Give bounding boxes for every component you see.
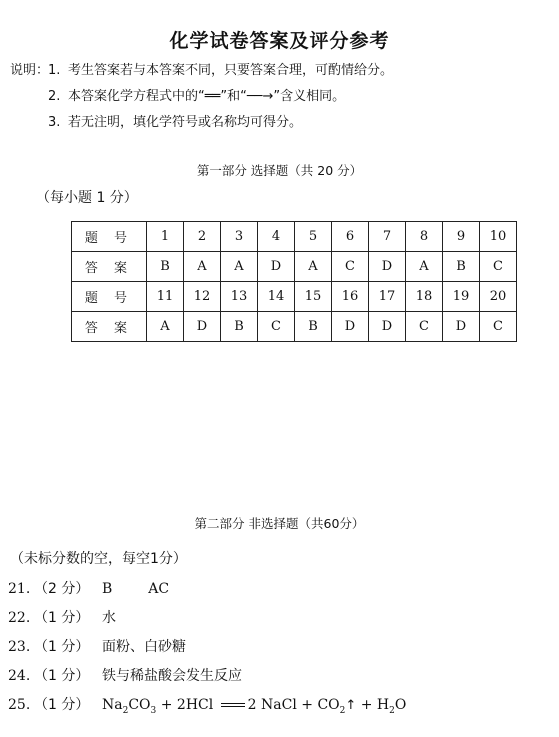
- table-cell: 16: [332, 282, 369, 312]
- gas-arrow-icon: ↑: [345, 698, 357, 713]
- unmarked-note: （未标分数的空，每空1分）: [10, 551, 187, 567]
- table-cell: A: [184, 252, 221, 282]
- table-cell: 9: [443, 222, 480, 252]
- list-item: 25. （1 分） $Na_2CO_3 + 2HCl$ 2 NaCl + $CO_2↑ + H_2O$: [8, 697, 407, 716]
- table-cell: 10: [480, 222, 517, 252]
- table-cell: 18: [406, 282, 443, 312]
- table-row: [72, 312, 517, 342]
- list-item: 23. （1 分） 面粉、白砂糖: [8, 639, 186, 655]
- table-cell: 15: [295, 282, 332, 312]
- table-cell: 13: [221, 282, 258, 312]
- table-cell: A: [221, 252, 258, 282]
- row-header: 答 案: [72, 252, 147, 282]
- table-row: [72, 282, 517, 312]
- table-cell: D: [443, 312, 480, 342]
- table-cell: 19: [443, 282, 480, 312]
- equals-sign-icon: [221, 703, 245, 707]
- list-item: 22. （1 分） 水: [8, 610, 116, 626]
- chemical-equation: $Na_2CO_3 + 2HCl$ 2 NaCl + $CO_2↑ + H_2O$: [102, 697, 407, 716]
- table-cell: 6: [332, 222, 369, 252]
- instruction-item: 说明：1. 考生答案若与本答案不同，只要答案合理，可酌情给分。: [10, 63, 394, 78]
- per-question-note: （每小题 1 分）: [36, 190, 138, 206]
- table-cell: C: [258, 312, 295, 342]
- part2-heading: 第二部分 非选择题（共60分）: [194, 516, 365, 531]
- instructions: [10, 62, 393, 140]
- table-cell: A: [295, 252, 332, 282]
- answer-list: [8, 578, 406, 723]
- list-item: 21. （2 分） B AC: [8, 581, 170, 597]
- row-header: 答 案: [72, 312, 147, 342]
- table-cell: 7: [369, 222, 406, 252]
- page-title: 化学试卷答案及评分参考: [169, 30, 390, 52]
- table-cell: 12: [184, 282, 221, 312]
- instruction-item: 3. 若无注明，填化学符号或名称均可得分。: [48, 115, 303, 130]
- table-cell: B: [295, 312, 332, 342]
- table-cell: C: [480, 252, 517, 282]
- table-cell: 4: [258, 222, 295, 252]
- table-cell: D: [184, 312, 221, 342]
- table-cell: B: [147, 252, 184, 282]
- table-cell: 5: [295, 222, 332, 252]
- list-item: 24. （1 分） 铁与稀盐酸会发生反应: [8, 668, 242, 684]
- table-cell: C: [406, 312, 443, 342]
- table-cell: 2: [184, 222, 221, 252]
- table-cell: 20: [480, 282, 517, 312]
- instruction-item: 2. 本答案化学方程式中的“══”和“──→”含义相同。: [48, 89, 346, 104]
- table-cell: D: [369, 252, 406, 282]
- table-cell: 14: [258, 282, 295, 312]
- table-cell: C: [480, 312, 517, 342]
- table-cell: B: [221, 312, 258, 342]
- table-cell: 3: [221, 222, 258, 252]
- table-cell: D: [369, 312, 406, 342]
- part1-heading: 第一部分 选择题（共 20 分）: [196, 163, 363, 178]
- table-cell: B: [443, 252, 480, 282]
- table-row: [72, 222, 517, 252]
- row-header: 题 号: [72, 222, 147, 252]
- instructions-lead: 说明：: [10, 63, 50, 78]
- table-cell: 17: [369, 282, 406, 312]
- table-cell: A: [406, 252, 443, 282]
- row-header: 题 号: [72, 282, 147, 312]
- table-row: [72, 252, 517, 282]
- table-cell: A: [147, 312, 184, 342]
- table-cell: 11: [147, 282, 184, 312]
- table-cell: 8: [406, 222, 443, 252]
- answer-table: [71, 221, 517, 342]
- table-cell: 1: [147, 222, 184, 252]
- table-cell: C: [332, 252, 369, 282]
- table-cell: D: [332, 312, 369, 342]
- table-cell: D: [258, 252, 295, 282]
